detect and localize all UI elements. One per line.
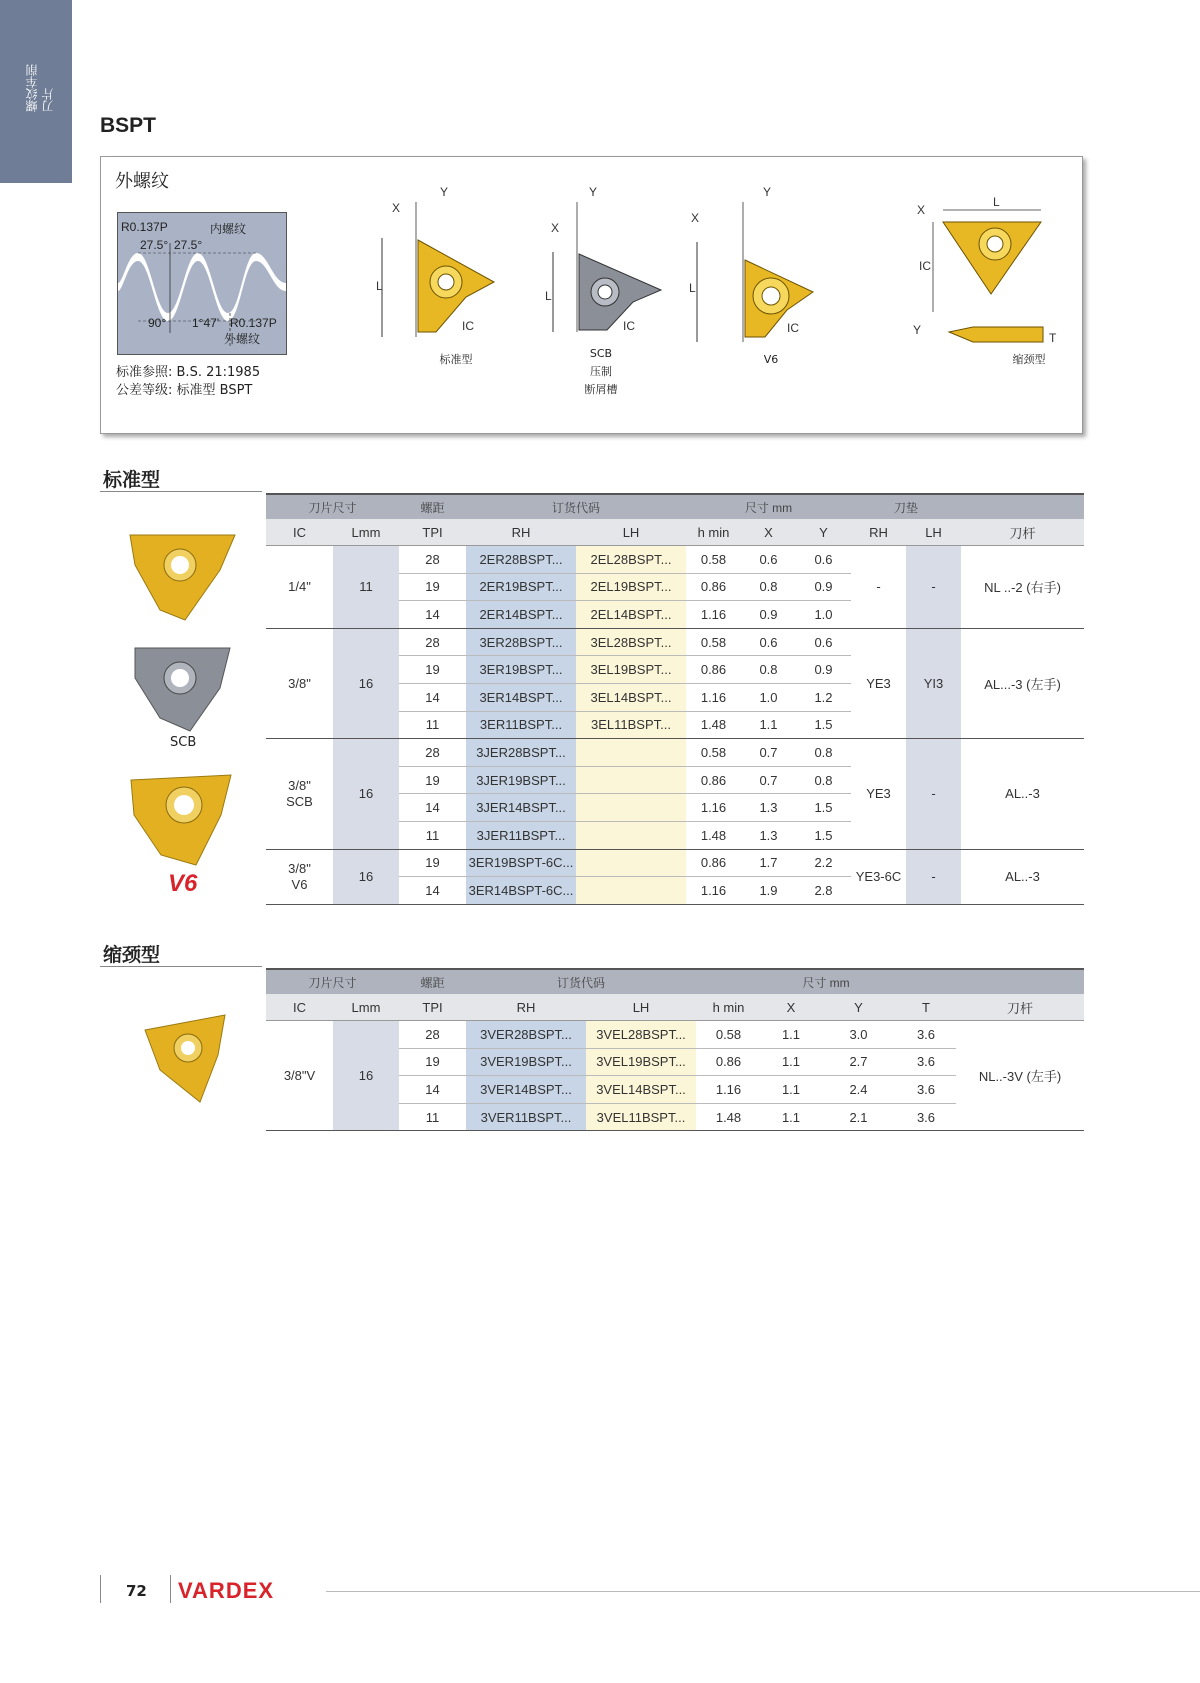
profile-angle-right: 27.5° bbox=[174, 238, 203, 252]
y-cell: 3.0 bbox=[821, 1021, 896, 1049]
svg-text:L: L bbox=[545, 289, 552, 303]
section-underline bbox=[100, 491, 262, 492]
table-row bbox=[266, 1021, 1084, 1049]
x-cell: 1.1 bbox=[761, 1021, 821, 1049]
shim-lh-cell: YI3 bbox=[906, 628, 961, 738]
lh-code-cell: 3VEL14BSPT... bbox=[586, 1076, 696, 1104]
lh-code-cell: 3EL11BSPT... bbox=[576, 711, 686, 739]
y-cell: 1.5 bbox=[796, 821, 851, 849]
hmin-cell: 1.16 bbox=[686, 683, 741, 711]
lh-code-cell: 3VEL19BSPT... bbox=[586, 1048, 696, 1076]
y-cell: 0.9 bbox=[796, 573, 851, 601]
x-cell: 1.7 bbox=[741, 849, 796, 877]
col-tpi: TPI bbox=[399, 519, 466, 546]
col-y: Y bbox=[821, 994, 896, 1021]
necked-insert-diagram bbox=[913, 182, 1063, 356]
caption-necked: 缩颈型 bbox=[1012, 353, 1046, 366]
tpi-cell: 14 bbox=[399, 601, 466, 629]
dim-ic-label: IC bbox=[462, 319, 474, 333]
y-cell: 2.2 bbox=[796, 849, 851, 877]
profile-internal-label: 内螺纹 bbox=[210, 222, 247, 236]
hmin-cell: 1.16 bbox=[686, 794, 741, 822]
lh-code-cell bbox=[576, 821, 686, 849]
x-cell: 1.1 bbox=[761, 1103, 821, 1131]
lh-code-cell: 2EL14BSPT... bbox=[576, 601, 686, 629]
col-shim-lh: LH bbox=[906, 519, 961, 546]
tpi-cell: 28 bbox=[399, 739, 466, 767]
tpi-cell: 19 bbox=[399, 766, 466, 794]
shim-lh-cell: - bbox=[906, 546, 961, 629]
rh-code-cell: 3ER11BSPT... bbox=[466, 711, 576, 739]
x-cell: 1.9 bbox=[741, 877, 796, 905]
shim-rh-cell: YE3-6C bbox=[851, 849, 906, 904]
profile-angle-90: 90° bbox=[148, 316, 167, 330]
section-necked-title: 缩颈型 bbox=[103, 944, 161, 966]
v6-insert-image bbox=[126, 770, 236, 874]
svg-text:Y: Y bbox=[913, 323, 922, 337]
col-tpi: TPI bbox=[399, 994, 466, 1021]
x-cell: 0.8 bbox=[741, 573, 796, 601]
hmin-cell: 0.86 bbox=[686, 573, 741, 601]
brand-logo: VARDEX bbox=[178, 1578, 275, 1603]
ic-cell: 3/8" V6 bbox=[266, 849, 333, 904]
chapter-tab-label: 螺纹车削 刀片 bbox=[25, 64, 55, 112]
standard-ref: 标准参照: B.S. 21:1985 bbox=[116, 365, 261, 380]
profile-external-label: 外螺纹 bbox=[224, 332, 261, 346]
lh-code-cell: 2EL28BSPT... bbox=[576, 546, 686, 574]
group-header-size: 刀片尺寸 bbox=[266, 969, 399, 994]
tpi-cell: 28 bbox=[399, 1021, 466, 1049]
dim-y-label: Y bbox=[440, 185, 449, 199]
x-cell: 0.7 bbox=[741, 766, 796, 794]
standard-note bbox=[116, 364, 260, 400]
table-row bbox=[266, 628, 1084, 656]
rh-code-cell: 2ER19BSPT... bbox=[466, 573, 576, 601]
lh-code-cell: 3VEL28BSPT... bbox=[586, 1021, 696, 1049]
rh-code-cell: 3VER11BSPT... bbox=[466, 1103, 586, 1131]
svg-text:X: X bbox=[551, 221, 560, 235]
hmin-cell: 0.58 bbox=[686, 546, 741, 574]
lh-code-cell bbox=[576, 794, 686, 822]
y-cell: 2.1 bbox=[821, 1103, 896, 1131]
l-cell: 16 bbox=[333, 628, 399, 738]
svg-text:IC: IC bbox=[919, 259, 931, 273]
lh-code-cell: 2EL19BSPT... bbox=[576, 573, 686, 601]
col-holder: 刀杆 bbox=[961, 519, 1084, 546]
dim-t-label: T bbox=[1049, 331, 1057, 345]
tpi-cell: 11 bbox=[399, 1103, 466, 1131]
hmin-cell: 1.48 bbox=[686, 821, 741, 849]
footer-divider bbox=[100, 1575, 101, 1603]
holder-cell: AL...-3 (左手) bbox=[961, 628, 1084, 738]
col-hmin: h min bbox=[686, 519, 741, 546]
v6-logo: V6 bbox=[168, 870, 198, 897]
necked-insert-image bbox=[140, 1010, 230, 1109]
group-header-dims: 尺寸 mm bbox=[686, 494, 851, 519]
tpi-cell: 14 bbox=[399, 794, 466, 822]
scb-insert-diagram bbox=[543, 182, 673, 346]
svg-text:IC: IC bbox=[623, 319, 635, 333]
lh-code-cell bbox=[576, 877, 686, 905]
tpi-cell: 11 bbox=[399, 821, 466, 849]
col-lh: LH bbox=[586, 994, 696, 1021]
footer-divider bbox=[170, 1575, 171, 1603]
profile-angle-left: 27.5° bbox=[140, 238, 169, 252]
thread-info-box bbox=[100, 156, 1083, 434]
rh-code-cell: 3VER19BSPT... bbox=[466, 1048, 586, 1076]
tpi-cell: 19 bbox=[399, 1048, 466, 1076]
x-cell: 0.6 bbox=[741, 546, 796, 574]
col-l: Lmm bbox=[333, 994, 399, 1021]
ic-cell: 3/8" SCB bbox=[266, 739, 333, 849]
holder-cell: NL..-3V (左手) bbox=[956, 1021, 1084, 1131]
rh-code-cell: 3ER14BSPT... bbox=[466, 683, 576, 711]
col-ic: IC bbox=[266, 994, 333, 1021]
dim-x-label: X bbox=[392, 201, 401, 215]
x-cell: 1.1 bbox=[761, 1076, 821, 1104]
y-cell: 0.9 bbox=[796, 656, 851, 684]
lh-code-cell: 3VEL11BSPT... bbox=[586, 1103, 696, 1131]
ic-cell: 3/8"V bbox=[266, 1021, 333, 1131]
l-cell: 16 bbox=[333, 739, 399, 849]
x-cell: 0.6 bbox=[741, 628, 796, 656]
table-row bbox=[266, 849, 1084, 877]
col-t: T bbox=[896, 994, 956, 1021]
holder-cell: AL..-3 bbox=[961, 739, 1084, 849]
col-y: Y bbox=[796, 519, 851, 546]
section-standard-title: 标准型 bbox=[103, 469, 161, 491]
col-x: X bbox=[741, 519, 796, 546]
col-shim-rh: RH bbox=[851, 519, 906, 546]
holder-cell: NL ..-2 (右手) bbox=[961, 546, 1084, 629]
lh-code-cell bbox=[576, 766, 686, 794]
v6-insert-diagram bbox=[687, 182, 827, 346]
tolerance-class: 公差等级: 标准型 BSPT bbox=[116, 383, 253, 398]
shim-rh-cell: YE3 bbox=[851, 739, 906, 849]
col-holder: 刀杆 bbox=[956, 994, 1084, 1021]
svg-text:L: L bbox=[993, 195, 1000, 209]
hmin-cell: 0.58 bbox=[686, 628, 741, 656]
tpi-cell: 14 bbox=[399, 877, 466, 905]
col-l: Lmm bbox=[333, 519, 399, 546]
rh-code-cell: 2ER28BSPT... bbox=[466, 546, 576, 574]
section-underline bbox=[100, 966, 262, 967]
y-cell: 1.5 bbox=[796, 711, 851, 739]
page-title: BSPT bbox=[100, 114, 157, 137]
x-cell: 0.8 bbox=[741, 656, 796, 684]
ic-cell: 3/8" bbox=[266, 628, 333, 738]
dim-l-label: L bbox=[376, 279, 383, 293]
l-cell: 11 bbox=[333, 546, 399, 629]
y-cell: 2.4 bbox=[821, 1076, 896, 1104]
lh-code-cell bbox=[576, 739, 686, 767]
footer-rule bbox=[326, 1591, 1200, 1592]
tpi-cell: 14 bbox=[399, 683, 466, 711]
rh-code-cell: 3ER28BSPT... bbox=[466, 628, 576, 656]
hmin-cell: 1.16 bbox=[696, 1076, 761, 1104]
y-cell: 1.0 bbox=[796, 601, 851, 629]
group-header-dims: 尺寸 mm bbox=[696, 969, 956, 994]
caption-standard: 标准型 bbox=[439, 353, 473, 366]
y-cell: 2.7 bbox=[821, 1048, 896, 1076]
tpi-cell: 28 bbox=[399, 628, 466, 656]
shim-rh-cell: YE3 bbox=[851, 628, 906, 738]
necked-insert-table bbox=[266, 968, 1084, 1131]
l-cell: 16 bbox=[333, 1021, 399, 1131]
x-cell: 1.0 bbox=[741, 683, 796, 711]
lh-code-cell: 3EL14BSPT... bbox=[576, 683, 686, 711]
group-header-pitch: 螺距 bbox=[399, 494, 466, 519]
lh-code-cell bbox=[576, 849, 686, 877]
x-cell: 0.7 bbox=[741, 739, 796, 767]
y-cell: 1.5 bbox=[796, 794, 851, 822]
hmin-cell: 0.86 bbox=[696, 1048, 761, 1076]
rh-code-cell: 2ER14BSPT... bbox=[466, 601, 576, 629]
svg-text:X: X bbox=[917, 203, 926, 217]
shim-lh-cell: - bbox=[906, 849, 961, 904]
svg-text:L: L bbox=[689, 281, 696, 295]
lh-code-cell: 3EL19BSPT... bbox=[576, 656, 686, 684]
page-number: 72 bbox=[126, 1582, 147, 1600]
profile-r-bottom: R0.137P bbox=[230, 316, 277, 330]
tpi-cell: 28 bbox=[399, 546, 466, 574]
rh-code-cell: 3JER19BSPT... bbox=[466, 766, 576, 794]
y-cell: 0.8 bbox=[796, 766, 851, 794]
shim-lh-cell: - bbox=[906, 739, 961, 849]
col-ic: IC bbox=[266, 519, 333, 546]
y-cell: 0.6 bbox=[796, 628, 851, 656]
profile-angle-small: 1°47' bbox=[192, 316, 220, 330]
col-rh: RH bbox=[466, 519, 576, 546]
group-header-order-code: 订货代码 bbox=[466, 969, 696, 994]
rh-code-cell: 3ER19BSPT-6C... bbox=[466, 849, 576, 877]
y-cell: 1.2 bbox=[796, 683, 851, 711]
t-cell: 3.6 bbox=[896, 1048, 956, 1076]
group-header-order-code: 订货代码 bbox=[466, 494, 686, 519]
holder-cell: AL..-3 bbox=[961, 849, 1084, 904]
tpi-cell: 19 bbox=[399, 573, 466, 601]
hmin-cell: 1.16 bbox=[686, 877, 741, 905]
svg-text:IC: IC bbox=[787, 321, 799, 335]
box-title: 外螺纹 bbox=[115, 171, 169, 192]
col-rh: RH bbox=[466, 994, 586, 1021]
t-cell: 3.6 bbox=[896, 1103, 956, 1131]
thread-profile-diagram bbox=[117, 212, 287, 355]
rh-code-cell: 3JER14BSPT... bbox=[466, 794, 576, 822]
tpi-cell: 19 bbox=[399, 656, 466, 684]
scb-image-label: SCB bbox=[170, 735, 197, 750]
hmin-cell: 0.58 bbox=[686, 739, 741, 767]
hmin-cell: 0.86 bbox=[686, 849, 741, 877]
scb-insert-image bbox=[130, 643, 235, 737]
y-cell: 0.6 bbox=[796, 546, 851, 574]
rh-code-cell: 3JER28BSPT... bbox=[466, 739, 576, 767]
svg-text:X: X bbox=[691, 211, 700, 225]
hmin-cell: 0.86 bbox=[686, 766, 741, 794]
x-cell: 1.1 bbox=[761, 1048, 821, 1076]
chapter-tab bbox=[0, 0, 72, 183]
t-cell: 3.6 bbox=[896, 1021, 956, 1049]
rh-code-cell: 3VER14BSPT... bbox=[466, 1076, 586, 1104]
table-row bbox=[266, 739, 1084, 767]
l-cell: 16 bbox=[333, 849, 399, 904]
rh-code-cell: 3JER11BSPT... bbox=[466, 821, 576, 849]
x-cell: 1.1 bbox=[741, 711, 796, 739]
caption-v6: V6 bbox=[763, 353, 779, 366]
hmin-cell: 0.86 bbox=[686, 656, 741, 684]
hmin-cell: 1.16 bbox=[686, 601, 741, 629]
standard-insert-diagram bbox=[376, 182, 516, 346]
group-header-pitch: 螺距 bbox=[399, 969, 466, 994]
group-header-shim: 刀垫 bbox=[851, 494, 961, 519]
col-hmin: h min bbox=[696, 994, 761, 1021]
table-row bbox=[266, 546, 1084, 574]
tpi-cell: 11 bbox=[399, 711, 466, 739]
svg-text:Y: Y bbox=[763, 185, 772, 199]
col-x: X bbox=[761, 994, 821, 1021]
group-header-size: 刀片尺寸 bbox=[266, 494, 399, 519]
x-cell: 0.9 bbox=[741, 601, 796, 629]
rh-code-cell: 3VER28BSPT... bbox=[466, 1021, 586, 1049]
hmin-cell: 1.48 bbox=[686, 711, 741, 739]
x-cell: 1.3 bbox=[741, 794, 796, 822]
ic-cell: 1/4" bbox=[266, 546, 333, 629]
profile-r-top: R0.137P bbox=[121, 220, 168, 234]
hmin-cell: 1.48 bbox=[696, 1103, 761, 1131]
standard-insert-table bbox=[266, 493, 1084, 905]
rh-code-cell: 3ER14BSPT-6C... bbox=[466, 877, 576, 905]
x-cell: 1.3 bbox=[741, 821, 796, 849]
lh-code-cell: 3EL28BSPT... bbox=[576, 628, 686, 656]
y-cell: 2.8 bbox=[796, 877, 851, 905]
rh-code-cell: 3ER19BSPT... bbox=[466, 656, 576, 684]
y-cell: 0.8 bbox=[796, 739, 851, 767]
svg-text:Y: Y bbox=[589, 185, 598, 199]
t-cell: 3.6 bbox=[896, 1076, 956, 1104]
col-lh: LH bbox=[576, 519, 686, 546]
tpi-cell: 19 bbox=[399, 849, 466, 877]
tpi-cell: 14 bbox=[399, 1076, 466, 1104]
shim-rh-cell: - bbox=[851, 546, 906, 629]
caption-scb: SCB 压制 断屑槽 bbox=[584, 347, 618, 396]
hmin-cell: 0.58 bbox=[696, 1021, 761, 1049]
standard-insert-image bbox=[125, 530, 240, 629]
